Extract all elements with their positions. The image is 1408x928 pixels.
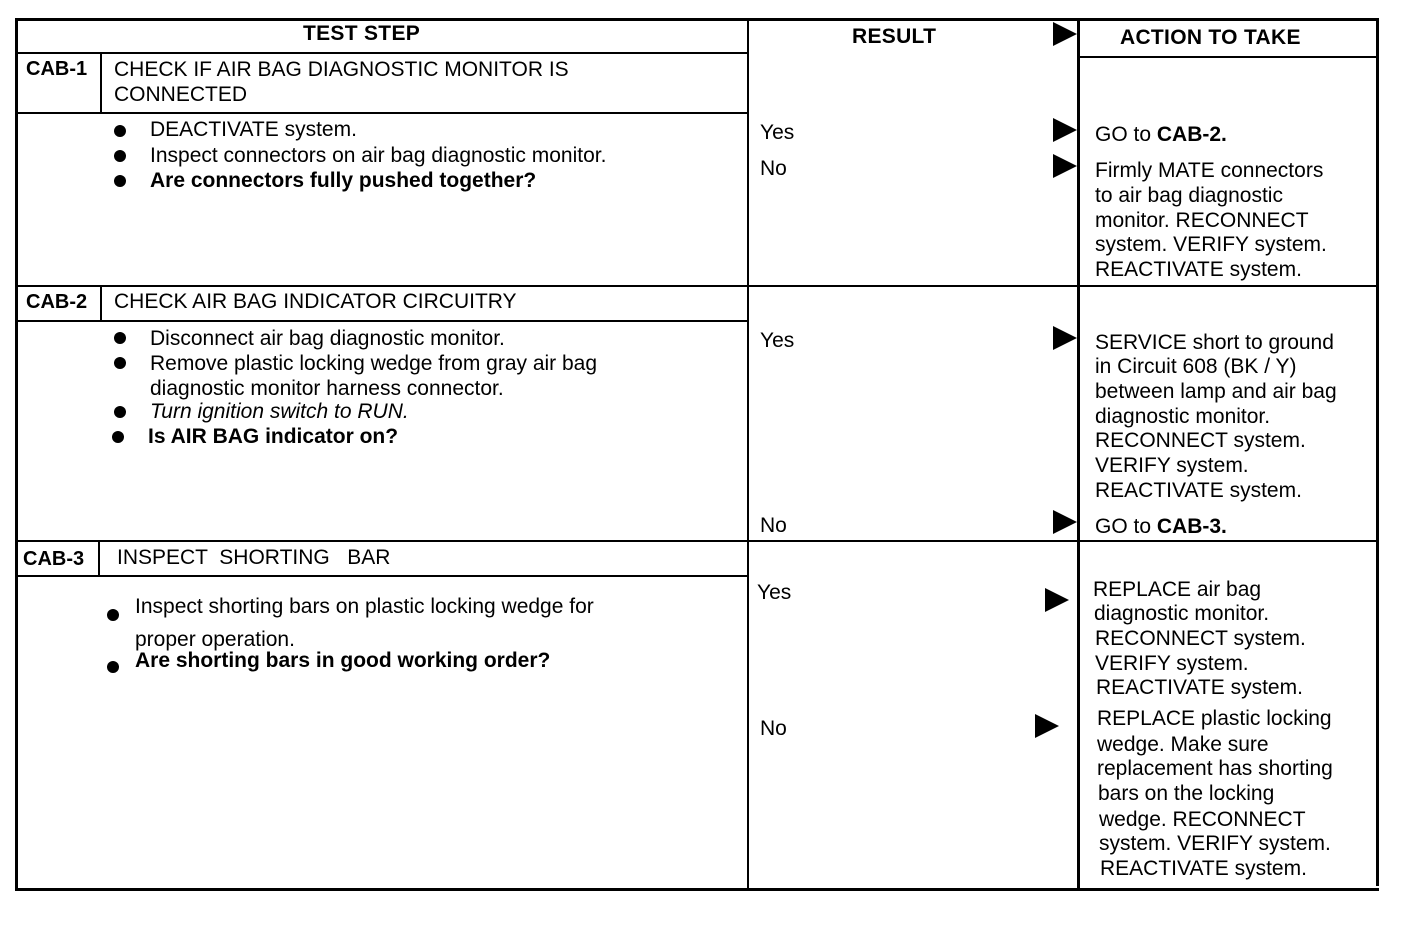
header-action-to-take: ACTION TO TAKE [1120, 26, 1301, 49]
step-id: CAB-2 [26, 291, 88, 313]
header-arrow-icon [1053, 22, 1077, 46]
bullet-icon [114, 175, 126, 187]
result-arrow-icon [1053, 118, 1077, 142]
action-text-line: REACTIVATE system. [1095, 258, 1302, 281]
column-divider-test-result [747, 18, 749, 890]
bullet-icon [114, 357, 126, 369]
bullet-icon [114, 150, 126, 162]
action-text-line: REACTIVATE system. [1095, 479, 1302, 502]
step-title-underline [18, 112, 748, 114]
step-question: Are connectors fully pushed together? [150, 169, 537, 192]
step-instruction: Disconnect air bag diagnostic monitor. [150, 327, 505, 350]
action-text [1095, 123, 1227, 148]
table-bottom-border [15, 888, 1379, 891]
action-text-line: REPLACE plastic locking [1097, 707, 1332, 730]
action-text-line: VERIFY system. [1095, 454, 1249, 477]
table-top-border [18, 18, 1379, 21]
result-arrow-icon [1053, 154, 1077, 178]
column-divider-result-action [1077, 18, 1080, 890]
step-title-line: CONNECTED [114, 83, 248, 106]
step-id: CAB-1 [26, 58, 88, 80]
result-label-no: No [760, 157, 787, 180]
row-separator [18, 540, 1378, 542]
step-id-divider [100, 285, 102, 321]
bullet-icon [107, 609, 119, 621]
result-arrow-icon [1035, 714, 1059, 738]
step-instruction-line: diagnostic monitor harness connector. [150, 377, 504, 400]
action-text-line: to air bag diagnostic [1095, 184, 1283, 207]
result-label-no: No [760, 717, 787, 740]
action-text-line: bars on the locking [1098, 782, 1275, 805]
action-text-line: REACTIVATE system. [1100, 857, 1307, 880]
result-label-no: No [760, 514, 787, 537]
bullet-icon [114, 332, 126, 344]
step-title-underline [18, 320, 748, 322]
result-arrow-icon [1053, 510, 1077, 534]
row-separator [18, 285, 1378, 287]
action-text-line: system. VERIFY system. [1099, 832, 1331, 855]
table-left-border [15, 18, 18, 891]
result-arrow-icon [1053, 326, 1077, 350]
action-text-line: REPLACE air bag [1093, 578, 1262, 601]
action-text-line: system. VERIFY system. [1095, 233, 1327, 256]
action-text-line: SERVICE short to ground [1095, 331, 1334, 354]
step-instruction: Inspect connectors on air bag diagnostic monitor. [150, 144, 607, 167]
action-text-line: replacement has shorting [1097, 757, 1333, 780]
header-bottom-border-right [1079, 56, 1377, 58]
action-text-part: GO to [1095, 123, 1157, 146]
action-text-line: VERIFY system. [1095, 652, 1249, 675]
step-title-line: INSPECT SHORTING BAR [117, 546, 391, 569]
action-text-line: REACTIVATE system. [1096, 676, 1303, 699]
step-id: CAB-3 [23, 548, 85, 570]
action-text-line: between lamp and air bag [1095, 380, 1337, 403]
step-question: Are shorting bars in good working order? [135, 649, 551, 672]
action-text-line: in Circuit 608 (BK / Y) [1095, 355, 1297, 378]
step-title-line: CHECK AIR BAG INDICATOR CIRCUITRY [114, 290, 517, 313]
action-text-line: wedge. RECONNECT [1099, 808, 1306, 831]
table-right-border [1376, 18, 1379, 886]
action-text-line: Firmly MATE connectors [1095, 159, 1324, 182]
step-id-divider [100, 52, 102, 112]
result-label-yes: Yes [760, 121, 795, 144]
step-instruction-line: proper operation. [135, 628, 295, 651]
bullet-icon [114, 125, 126, 137]
step-id-divider [98, 540, 100, 576]
action-step-link: CAB-3. [1156, 515, 1227, 538]
step-instruction: DEACTIVATE system. [150, 118, 357, 141]
step-title-line: CHECK IF AIR BAG DIAGNOSTIC MONITOR IS [114, 58, 569, 81]
action-text-part: GO to [1095, 515, 1157, 538]
step-instruction-line: Remove plastic locking wedge from gray air bag [150, 352, 598, 375]
action-text-line: wedge. Make sure [1097, 733, 1269, 756]
result-label-yes: Yes [757, 581, 792, 604]
header-bottom-border [18, 52, 748, 54]
action-text-line: RECONNECT system. [1095, 627, 1306, 650]
action-step-link: CAB-2. [1156, 123, 1227, 146]
bullet-icon [107, 661, 119, 673]
bullet-icon [112, 431, 124, 443]
action-text-line: monitor. RECONNECT [1095, 209, 1309, 232]
step-instruction: Turn ignition switch to RUN. [150, 400, 409, 423]
step-question: Is AIR BAG indicator on? [148, 425, 399, 448]
step-instruction-line: Inspect shorting bars on plastic locking wedge for [135, 595, 594, 618]
header-result: RESULT [852, 25, 937, 48]
action-text-line: RECONNECT system. [1095, 429, 1306, 452]
result-arrow-icon [1045, 588, 1069, 612]
bullet-icon [114, 406, 126, 418]
header-test-step: TEST STEP [303, 22, 421, 45]
action-text-line: diagnostic monitor. [1095, 405, 1271, 428]
result-label-yes: Yes [760, 329, 795, 352]
step-title-underline [18, 575, 748, 577]
action-text-line: diagnostic monitor. [1094, 602, 1270, 625]
action-text [1095, 515, 1227, 540]
